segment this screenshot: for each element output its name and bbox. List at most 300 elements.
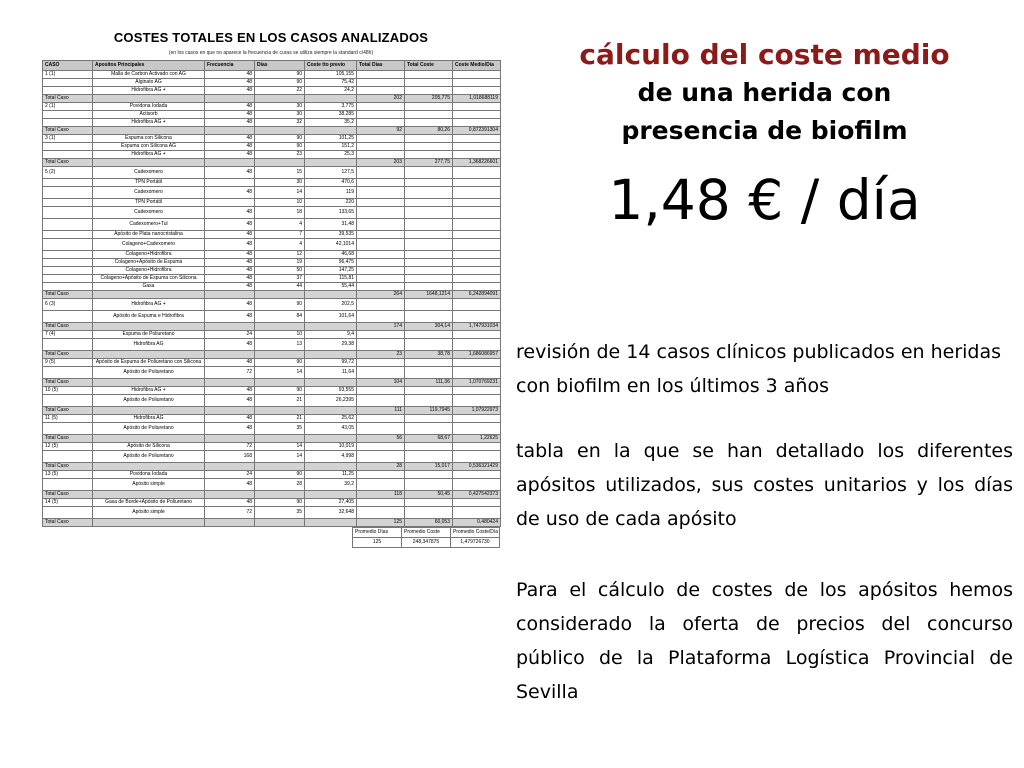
case-cell — [43, 423, 93, 435]
empty-cell — [453, 231, 501, 239]
empty-cell — [357, 423, 405, 435]
days-cell: 37 — [255, 275, 305, 283]
days-cell: 90 — [255, 299, 305, 311]
cost-cell: 11,25 — [305, 471, 357, 479]
frequency-cell: 48 — [205, 395, 255, 407]
cost-cell: 24,2 — [305, 87, 357, 95]
summary-value-cell: 248,347875 — [402, 537, 451, 547]
days-cell: 19 — [255, 259, 305, 267]
cost-cell: 96,475 — [305, 259, 357, 267]
table-note: (en los casos en que no aparece la frecuencia de curas se utiliza siempre la standard c/48h) — [168, 50, 374, 56]
cost-cell: 75,42 — [305, 79, 357, 87]
total-row — [43, 127, 501, 135]
empty-cell — [205, 159, 255, 167]
empty-cell — [405, 259, 453, 267]
empty-cell — [405, 311, 453, 323]
case-cell — [43, 451, 93, 463]
cost-cell: 127,5 — [305, 167, 357, 179]
cost-cell: 42,1014 — [305, 239, 357, 251]
empty-cell — [93, 519, 205, 527]
table-row — [43, 299, 501, 311]
empty-cell — [405, 267, 453, 275]
dressing-cell: Apósito de Poliuretano — [93, 367, 205, 379]
empty-cell — [453, 451, 501, 463]
empty-cell — [305, 95, 357, 103]
dressing-cell: Hidrofibra AG + — [93, 87, 205, 95]
header-cell: Días — [255, 61, 305, 71]
empty-cell — [205, 351, 255, 359]
empty-cell — [357, 471, 405, 479]
total-row — [43, 351, 501, 359]
total-row — [43, 159, 501, 167]
total-days-cell: 92 — [357, 127, 405, 135]
empty-cell — [357, 479, 405, 491]
days-cell: 30 — [255, 111, 305, 119]
empty-cell — [205, 519, 255, 527]
days-cell: 18 — [255, 207, 305, 219]
frequency-cell: 48 — [205, 479, 255, 491]
days-cell: 4 — [255, 239, 305, 251]
days-cell: 4 — [255, 219, 305, 231]
dressing-cell: Cadexomero+Tul — [93, 219, 205, 231]
cost-cell: 27,405 — [305, 499, 357, 507]
cost-cell: 32,648 — [305, 507, 357, 519]
cost-table-panel — [42, 30, 500, 548]
frequency-cell: 48 — [205, 415, 255, 423]
empty-cell — [453, 79, 501, 87]
cost-cell: 46,68 — [305, 251, 357, 259]
empty-cell — [405, 359, 453, 367]
heading-title: cálculo del coste medio — [579, 38, 950, 71]
average-cost-cell: 0,480424 — [453, 519, 501, 527]
case-cell — [43, 367, 93, 379]
total-cost-cell: 205,775 — [405, 95, 453, 103]
empty-cell — [205, 291, 255, 299]
empty-cell — [405, 423, 453, 435]
empty-cell — [205, 379, 255, 387]
empty-cell — [453, 387, 501, 395]
empty-cell — [305, 435, 357, 443]
case-cell — [43, 283, 93, 291]
case-cell: 11 (5) — [43, 415, 93, 423]
empty-cell — [357, 119, 405, 127]
case-cell — [43, 143, 93, 151]
table-row — [43, 339, 501, 351]
dressing-cell: Colageno+Hidrofibra — [93, 267, 205, 275]
empty-cell — [357, 367, 405, 379]
total-days-cell: 56 — [357, 435, 405, 443]
days-cell: 90 — [255, 387, 305, 395]
case-cell — [43, 207, 93, 219]
cost-cell: 38,285 — [305, 111, 357, 119]
empty-cell — [305, 491, 357, 499]
empty-cell — [357, 179, 405, 187]
frequency-cell: 48 — [205, 283, 255, 291]
average-cost-cell: 1,747931034 — [453, 323, 501, 331]
empty-cell — [357, 283, 405, 291]
days-cell: 90 — [255, 135, 305, 143]
empty-cell — [453, 119, 501, 127]
table-row — [43, 207, 501, 219]
table-header-row — [43, 61, 501, 71]
case-cell — [43, 251, 93, 259]
empty-cell — [205, 323, 255, 331]
empty-cell — [405, 367, 453, 379]
empty-cell — [255, 291, 305, 299]
cost-cell: 43,05 — [305, 423, 357, 435]
table-row — [43, 275, 501, 283]
header-cell: Apositos Principales — [93, 61, 205, 71]
frequency-cell: 48 — [205, 267, 255, 275]
empty-cell — [405, 283, 453, 291]
empty-cell — [255, 491, 305, 499]
average-cost-cell: 1,018688119 — [453, 95, 501, 103]
empty-cell — [405, 179, 453, 187]
cost-cell: 202,5 — [305, 299, 357, 311]
empty-cell — [453, 415, 501, 423]
dressing-cell: Gasa — [93, 283, 205, 291]
empty-cell — [405, 415, 453, 423]
case-cell: 1 (1) — [43, 71, 93, 79]
days-cell: 13 — [255, 339, 305, 351]
empty-cell — [255, 519, 305, 527]
cost-cell: 35,2 — [305, 119, 357, 127]
total-label-cell: Total Caso — [43, 491, 93, 499]
frequency-cell — [205, 199, 255, 207]
average-cost-cell: 1,368226601 — [453, 159, 501, 167]
empty-cell — [205, 491, 255, 499]
cost-cell: 9,4 — [305, 331, 357, 339]
frequency-cell: 72 — [205, 443, 255, 451]
empty-cell — [453, 471, 501, 479]
case-cell: 12 (5) — [43, 443, 93, 451]
empty-cell — [357, 199, 405, 207]
table-row — [43, 267, 501, 275]
frequency-cell: 48 — [205, 111, 255, 119]
empty-cell — [405, 111, 453, 119]
empty-cell — [405, 219, 453, 231]
empty-cell — [453, 507, 501, 519]
empty-cell — [255, 463, 305, 471]
table-title: COSTES TOTALES EN LOS CASOS ANALIZADOS — [113, 30, 429, 45]
empty-cell — [357, 359, 405, 367]
empty-cell — [93, 379, 205, 387]
dressing-cell: Hidrofibra AG + — [93, 119, 205, 127]
table-row — [43, 79, 501, 87]
frequency-cell: 48 — [205, 219, 255, 231]
empty-cell — [357, 259, 405, 267]
empty-cell — [305, 351, 357, 359]
empty-cell — [453, 331, 501, 339]
header-cell: CASO — [43, 61, 93, 71]
total-cost-cell: 304,14 — [405, 323, 453, 331]
cost-cell: 26,2395 — [305, 395, 357, 407]
frequency-cell: 72 — [205, 367, 255, 379]
frequency-cell: 48 — [205, 275, 255, 283]
empty-cell — [357, 507, 405, 519]
total-cost-cell: 1648,1214 — [405, 291, 453, 299]
total-days-cell: 264 — [357, 291, 405, 299]
total-days-cell: 118 — [357, 491, 405, 499]
frequency-cell: 48 — [205, 103, 255, 111]
total-label-cell: Total Caso — [43, 407, 93, 415]
table-row — [43, 443, 501, 451]
days-cell: 22 — [255, 87, 305, 95]
cost-cell: 147,25 — [305, 267, 357, 275]
empty-cell — [405, 275, 453, 283]
average-cost-cell: 6,242894091 — [453, 291, 501, 299]
header-cell: Coste tto previo — [305, 61, 357, 71]
empty-cell — [405, 151, 453, 159]
cost-cell: 470,6 — [305, 179, 357, 187]
paragraph-table-description: tabla en la que se han detallado los diferentes apósitos utilizados, sus costes unitarios y los días de uso de cada apósito — [516, 440, 1013, 530]
summary-header-cell: Promedio Días — [353, 527, 402, 537]
case-cell: 6 (3) — [43, 299, 93, 311]
dressing-cell: Colageno+Cadexomero — [93, 239, 205, 251]
table-row — [43, 103, 501, 111]
case-cell — [43, 199, 93, 207]
table-row — [43, 359, 501, 367]
heading-subtitle-line1: de una herida con — [637, 78, 892, 107]
days-cell: 15 — [255, 167, 305, 179]
table-row — [43, 311, 501, 323]
table-row — [43, 71, 501, 79]
total-label-cell: Total Caso — [43, 95, 93, 103]
empty-cell — [255, 95, 305, 103]
frequency-cell: 48 — [205, 231, 255, 239]
case-cell — [43, 179, 93, 187]
empty-cell — [405, 143, 453, 151]
cost-cell: 25,3 — [305, 151, 357, 159]
dressing-cell: Povidona Iodada — [93, 103, 205, 111]
empty-cell — [305, 291, 357, 299]
empty-cell — [357, 219, 405, 231]
case-cell — [43, 111, 93, 119]
case-cell — [43, 79, 93, 87]
table-row — [43, 119, 501, 127]
empty-cell — [453, 151, 501, 159]
total-label-cell: Total Caso — [43, 159, 93, 167]
empty-cell — [405, 135, 453, 143]
dressing-cell: Alginato AG — [93, 79, 205, 87]
empty-cell — [205, 127, 255, 135]
total-row — [43, 379, 501, 387]
table-row — [43, 471, 501, 479]
empty-cell — [357, 251, 405, 259]
empty-cell — [255, 159, 305, 167]
case-cell — [43, 239, 93, 251]
summary-table — [352, 527, 500, 548]
empty-cell — [93, 351, 205, 359]
header-cell: Coste Medio/Día — [453, 61, 501, 71]
empty-cell — [357, 71, 405, 79]
empty-cell — [453, 167, 501, 179]
dressing-cell: TPN Portátil — [93, 199, 205, 207]
frequency-cell — [205, 179, 255, 187]
empty-cell — [93, 159, 205, 167]
total-days-cell: 202 — [357, 95, 405, 103]
empty-cell — [405, 119, 453, 127]
empty-cell — [453, 299, 501, 311]
cost-cell: 119 — [305, 187, 357, 199]
empty-cell — [453, 103, 501, 111]
case-cell — [43, 187, 93, 199]
days-cell: 14 — [255, 367, 305, 379]
empty-cell — [93, 127, 205, 135]
table-row — [43, 331, 501, 339]
cost-table — [42, 60, 501, 527]
empty-cell — [453, 479, 501, 491]
empty-cell — [405, 395, 453, 407]
table-row — [43, 239, 501, 251]
dressing-cell: Colageno+Hidrofibra — [93, 251, 205, 259]
empty-cell — [93, 407, 205, 415]
total-row — [43, 95, 501, 103]
dressing-cell: Povidona Iodada — [93, 471, 205, 479]
total-cost-cell: 50,45 — [405, 491, 453, 499]
empty-cell — [453, 311, 501, 323]
case-cell: 2 (1) — [43, 103, 93, 111]
empty-cell — [357, 151, 405, 159]
case-cell — [43, 119, 93, 127]
frequency-cell: 48 — [205, 359, 255, 367]
empty-cell — [453, 135, 501, 143]
table-row — [43, 259, 501, 267]
case-cell — [43, 339, 93, 351]
empty-cell — [357, 299, 405, 311]
total-cost-cell: 277,75 — [405, 159, 453, 167]
days-cell: 90 — [255, 499, 305, 507]
frequency-cell: 48 — [205, 239, 255, 251]
average-cost-cell: 0,536321429 — [453, 463, 501, 471]
empty-cell — [357, 167, 405, 179]
days-cell: 35 — [255, 423, 305, 435]
frequency-cell: 48 — [205, 311, 255, 323]
summary-value-cell: 1,479726730 — [451, 537, 500, 547]
total-row — [43, 435, 501, 443]
empty-cell — [357, 231, 405, 239]
frequency-cell: 48 — [205, 87, 255, 95]
empty-cell — [453, 187, 501, 199]
empty-cell — [255, 351, 305, 359]
empty-cell — [453, 259, 501, 267]
empty-cell — [255, 323, 305, 331]
days-cell: 90 — [255, 143, 305, 151]
frequency-cell: 48 — [205, 259, 255, 267]
case-cell — [43, 395, 93, 407]
case-cell — [43, 219, 93, 231]
table-row — [43, 499, 501, 507]
case-cell — [43, 231, 93, 239]
frequency-cell: 48 — [205, 167, 255, 179]
dressing-cell: Espuma de Poliuretano — [93, 331, 205, 339]
empty-cell — [357, 187, 405, 199]
empty-cell — [305, 159, 357, 167]
heading-subtitle-line2: presencia de biofilm — [621, 116, 908, 145]
empty-cell — [357, 387, 405, 395]
empty-cell — [405, 239, 453, 251]
summary-header-cell: Promedio Coste/Día — [451, 527, 500, 537]
dressing-cell: Actisorb — [93, 111, 205, 119]
dressing-cell: Cadexomero — [93, 187, 205, 199]
empty-cell — [205, 95, 255, 103]
empty-cell — [93, 323, 205, 331]
table-row — [43, 367, 501, 379]
dressing-cell: Apósito de Espuma e Hidrofibra — [93, 311, 205, 323]
empty-cell — [405, 207, 453, 219]
empty-cell — [405, 87, 453, 95]
dressing-cell: Apósito de Silicona — [93, 443, 205, 451]
case-cell — [43, 479, 93, 491]
case-cell: 5 (2) — [43, 167, 93, 179]
empty-cell — [205, 407, 255, 415]
empty-cell — [453, 239, 501, 251]
frequency-cell: 48 — [205, 71, 255, 79]
table-row — [43, 507, 501, 519]
empty-cell — [357, 331, 405, 339]
dressing-cell: Espuma con Silicona AG — [93, 143, 205, 151]
empty-cell — [357, 267, 405, 275]
empty-cell — [305, 519, 357, 527]
empty-cell — [453, 283, 501, 291]
case-cell: 10 (5) — [43, 387, 93, 395]
days-cell: 90 — [255, 79, 305, 87]
frequency-cell: 48 — [205, 135, 255, 143]
table-row — [43, 251, 501, 259]
days-cell: 32 — [255, 119, 305, 127]
frequency-cell: 48 — [205, 79, 255, 87]
empty-cell — [205, 435, 255, 443]
cost-cell: 39,2 — [305, 479, 357, 491]
frequency-cell: 48 — [205, 143, 255, 151]
empty-cell — [405, 251, 453, 259]
total-label-cell: Total Caso — [43, 379, 93, 387]
empty-cell — [357, 103, 405, 111]
dressing-cell: Hidrofibra AG + — [93, 299, 205, 311]
summary-header-cell: Promedio Coste — [402, 527, 451, 537]
empty-cell — [93, 435, 205, 443]
frequency-cell: 48 — [205, 187, 255, 199]
total-days-cell: 203 — [357, 159, 405, 167]
case-cell: 7 (4) — [43, 331, 93, 339]
total-label-cell: Total Caso — [43, 351, 93, 359]
case-cell — [43, 87, 93, 95]
dressing-cell: Hidrofibra AG — [93, 339, 205, 351]
dressing-cell: Apósito simple — [93, 507, 205, 519]
cost-cell: 99,72 — [305, 359, 357, 367]
cost-cell: 4,998 — [305, 451, 357, 463]
table-row — [43, 151, 501, 159]
days-cell: 30 — [255, 103, 305, 111]
empty-cell — [93, 291, 205, 299]
empty-cell — [205, 463, 255, 471]
empty-cell — [357, 311, 405, 323]
empty-cell — [405, 507, 453, 519]
table-row — [43, 87, 501, 95]
dressing-cell: Espuma con Silicona — [93, 135, 205, 143]
case-cell: 3 (1) — [43, 135, 93, 143]
frequency-cell: 48 — [205, 207, 255, 219]
empty-cell — [405, 387, 453, 395]
table-row — [43, 143, 501, 151]
days-cell: 10 — [255, 199, 305, 207]
days-cell: 7 — [255, 231, 305, 239]
days-cell: 35 — [255, 507, 305, 519]
empty-cell — [255, 379, 305, 387]
days-cell: 10 — [255, 331, 305, 339]
case-cell: 13 (5) — [43, 471, 93, 479]
cost-cell: 101,64 — [305, 311, 357, 323]
